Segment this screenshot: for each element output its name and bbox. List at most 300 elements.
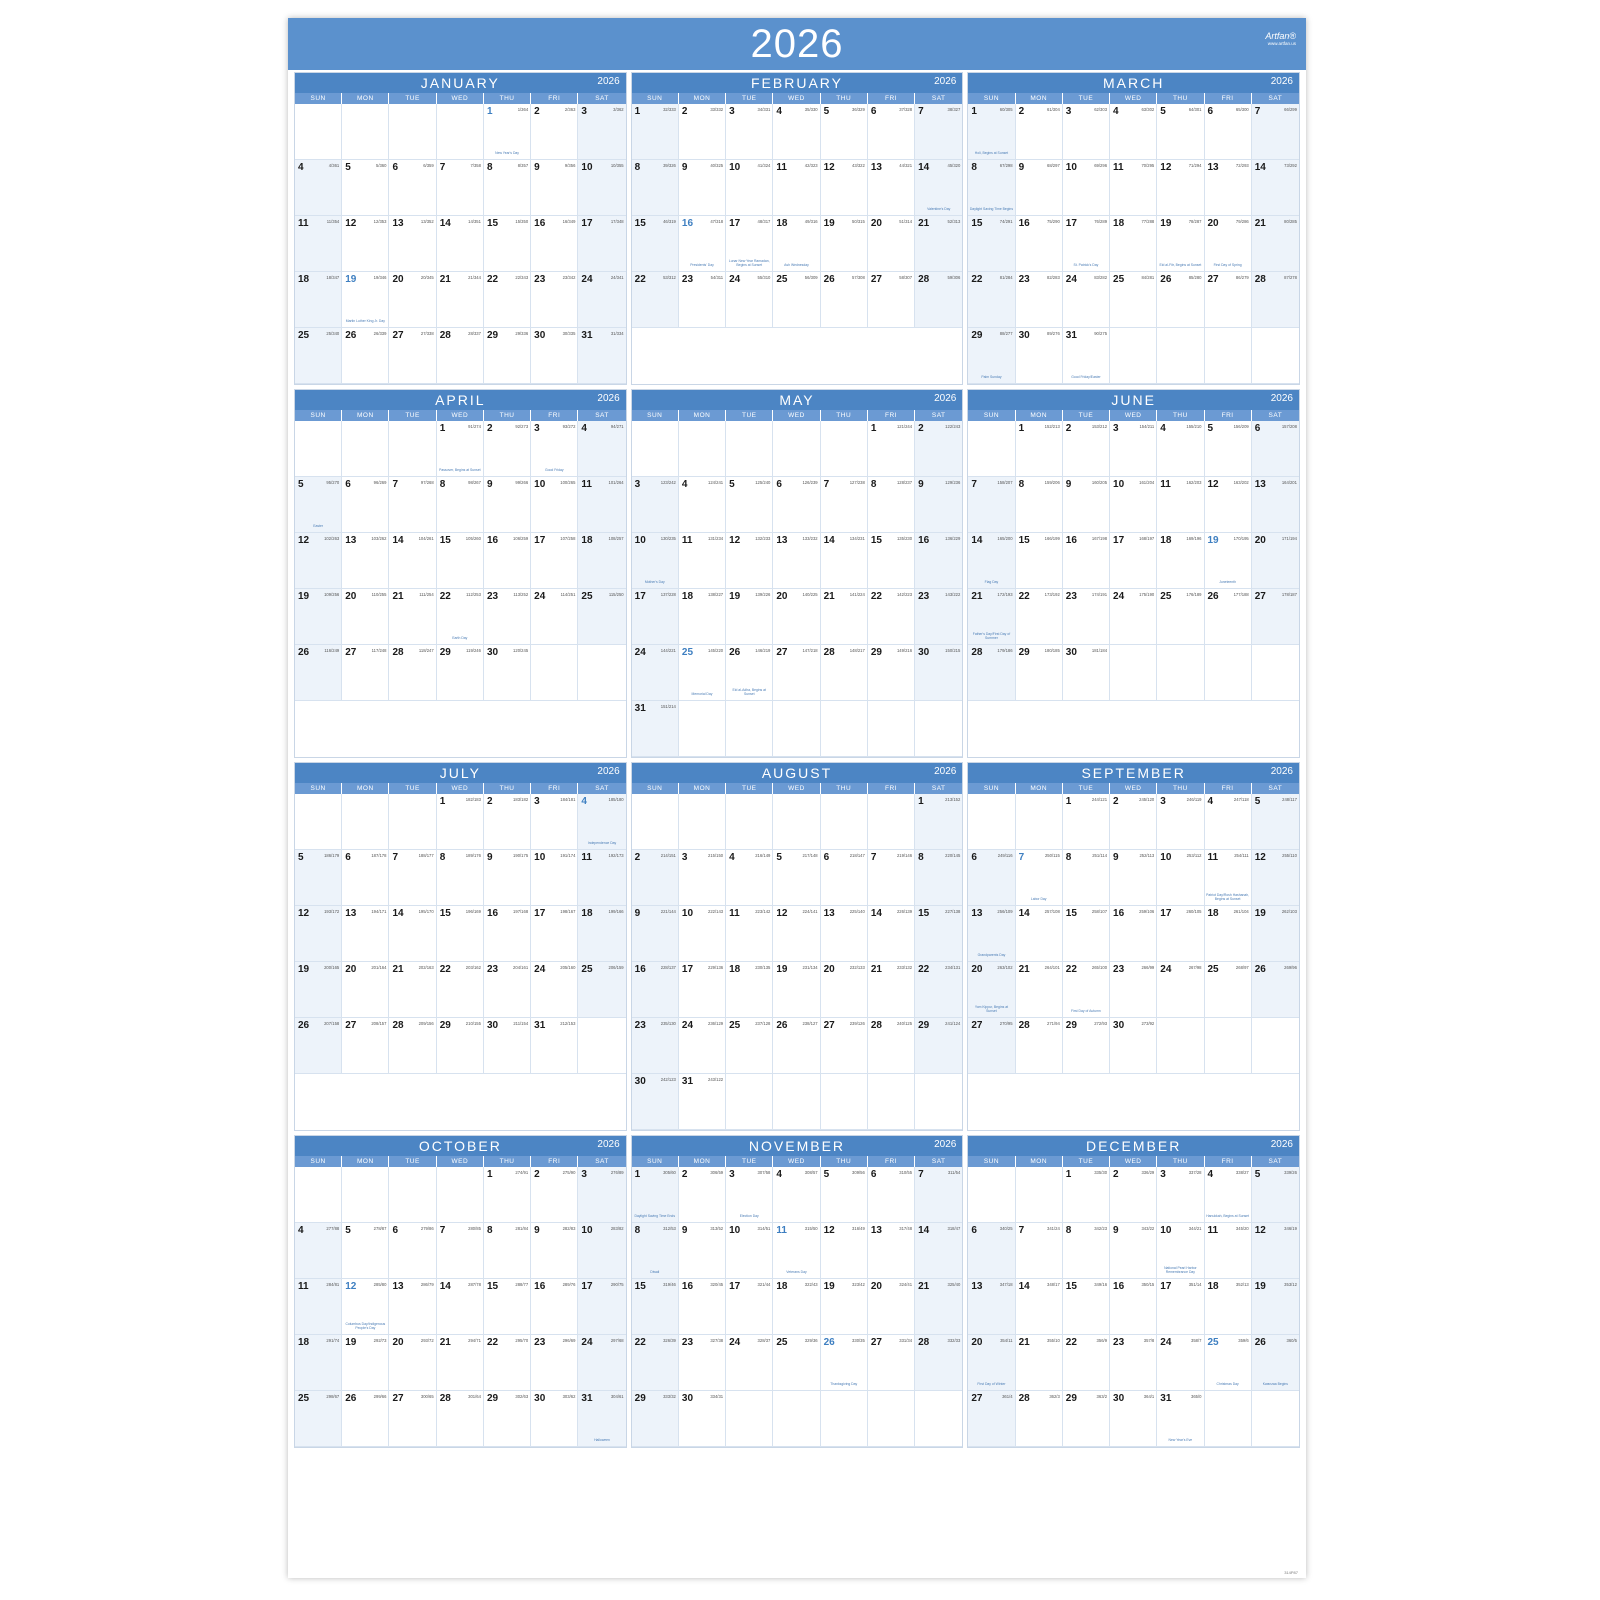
dow-sun: SUN [632,410,679,421]
julian-day: 5/360 [375,163,387,168]
day-number: 10 [534,479,546,490]
julian-day: 224/141 [802,909,818,914]
day-number: 14 [918,1225,930,1236]
day-cell [578,104,625,160]
julian-day: 201/164 [371,965,387,970]
day-number: 23 [634,1020,646,1031]
holiday-note: Good Friday/Easter [1071,374,1101,379]
day-number: 8 [1065,852,1072,863]
julian-day: 230/135 [755,965,771,970]
julian-day: 2/363 [564,107,576,112]
day-cell [578,533,625,589]
day-cell [868,477,915,533]
day-number: 5 [1160,106,1166,117]
day-cell [821,160,868,216]
dow-mon: MON [1016,93,1063,104]
day-cell [1110,216,1157,272]
day-of-week-header [295,783,626,794]
day-number: 10 [1065,162,1077,173]
julian-day: 196/169 [465,909,481,914]
julian-day: 131/234 [707,536,724,541]
julian-day: 318/47 [947,1226,961,1231]
day-number: 20 [971,1337,983,1348]
julian-day: 27/338 [420,331,434,336]
day-number: 16 [486,908,499,919]
day-number: 19 [1207,535,1219,546]
julian-day: 208/157 [371,1021,387,1026]
julian-day: 223/142 [755,909,771,914]
julian-day: 360/5 [1286,1338,1297,1343]
empty-cell [1252,328,1299,384]
day-cell [1063,1335,1110,1391]
day-number: 5 [345,1225,351,1236]
julian-day: 75/290 [1046,219,1060,224]
julian-day: 157/208 [1281,424,1297,429]
day-cell [821,216,868,272]
day-number: 5 [345,162,351,173]
julian-day: 194/171 [371,909,387,914]
day-cell [868,645,915,701]
day-cell [484,850,531,906]
day-number: 31 [534,1020,546,1031]
day-cell [915,272,962,328]
day-number: 21 [971,591,983,602]
dow-fri: FRI [868,783,915,794]
empty-cell [295,1167,342,1223]
day-number: 3 [729,106,735,117]
julian-day: 341/24 [1046,1226,1060,1231]
day-cell [531,962,578,1018]
day-cell [578,1167,625,1223]
day-number: 19 [345,1337,357,1348]
day-number: 11 [681,535,693,546]
julian-day: 49/316 [804,219,818,224]
day-number: 2 [534,1169,540,1180]
empty-cell [1157,645,1204,701]
holiday-note: Christmas Day [1216,1381,1239,1386]
dow-wed: WED [1110,93,1157,104]
day-cell [1016,906,1063,962]
dow-fri: FRI [531,93,578,104]
day-cell [968,1391,1015,1447]
day-number: 10 [581,1225,593,1236]
day-cell [295,1335,342,1391]
dow-fri: FRI [1205,93,1252,104]
julian-day: 255/110 [1282,853,1297,858]
dow-sun: SUN [632,783,679,794]
day-number: 5 [1207,423,1214,434]
empty-cell [342,104,389,160]
day-number: 19 [823,1281,835,1292]
day-cell [1110,850,1157,906]
day-cell [726,1223,773,1279]
julian-day: 87/278 [1284,275,1297,280]
day-cell [578,589,625,645]
day-number: 4 [581,796,587,807]
day-number: 17 [581,1281,593,1292]
day-cell [868,160,915,216]
day-number: 30 [1065,647,1077,658]
holiday-note: Independence Day [587,840,617,845]
day-cell [1063,104,1110,160]
day-cell [773,1223,820,1279]
day-cell [821,645,868,701]
month-name: JUNE [1111,392,1156,408]
day-cell [632,1074,679,1130]
day-cell [342,533,389,589]
julian-day: 82/283 [1046,275,1060,280]
julian-day: 138/227 [707,592,724,597]
julian-day: 185/180 [608,797,624,802]
day-cell [632,589,679,645]
day-number: 10 [1113,479,1125,490]
julian-day: 218/147 [849,853,865,858]
day-cell [342,589,389,645]
empty-cell [1016,1167,1063,1223]
holiday-note: Kwanzaa Begins [1262,1381,1288,1386]
julian-day: 270/95 [999,1021,1013,1026]
day-cell [773,962,820,1018]
day-cell [295,1223,342,1279]
empty-cell [968,421,1015,477]
month-block-october [294,1135,627,1448]
day-cell [632,906,679,962]
day-cell [679,104,726,160]
day-cell [773,104,820,160]
empty-cell [726,1074,773,1130]
dow-thu: THU [484,93,531,104]
day-cell [578,160,625,216]
julian-day: 289/76 [562,1282,576,1287]
day-number: 8 [486,162,493,173]
holiday-note: New Year's Eve [1168,1437,1193,1442]
day-cell [437,794,484,850]
julian-day: 132/233 [755,536,771,541]
day-number: 21 [392,591,404,602]
dow-sat: SAT [931,785,946,792]
day-number: 27 [971,1020,983,1031]
dow-sat: SAT [1268,412,1283,419]
empty-cell [679,701,726,757]
day-cell [484,645,531,701]
day-number: 5 [298,852,304,863]
day-cell [342,1279,389,1335]
month-days-grid [295,1167,626,1447]
day-number: 19 [298,964,310,975]
day-cell [1063,906,1110,962]
month-name: DECEMBER [1085,1138,1182,1154]
julian-day: 326/39 [663,1338,676,1343]
julian-day: 100/265 [560,480,576,485]
day-number: 30 [534,1393,546,1404]
day-cell [437,272,484,328]
holiday-note: Earth Day [452,635,468,640]
month-days-grid [968,421,1299,701]
day-number: 1 [634,106,641,117]
julian-day: 28/337 [468,331,481,336]
day-cell [915,1335,962,1391]
day-number: 11 [729,908,740,919]
day-cell [679,1279,726,1335]
month-header [295,763,626,783]
julian-day: 221/144 [660,909,676,914]
day-number: 25 [581,964,593,975]
julian-day: 173/192 [1044,592,1060,597]
day-cell [1110,1167,1157,1223]
day-number: 31 [681,1076,694,1087]
day-number: 9 [1018,162,1025,173]
day-number: 13 [971,908,983,919]
julian-day: 256/109 [997,909,1013,914]
day-number: 22 [971,274,983,285]
day-cell [1016,477,1063,533]
day-number: 11 [1207,1225,1219,1236]
julian-day: 261/104 [1233,909,1249,914]
month-year: 2026 [597,1139,620,1150]
day-number: 17 [534,908,546,919]
day-cell [437,645,484,701]
day-cell [484,160,531,216]
dow-tue: TUE [389,410,436,421]
day-number: 16 [1113,1281,1125,1292]
dow-fri: FRI [868,93,915,104]
empty-cell [868,701,915,757]
day-cell [389,1335,436,1391]
julian-day: 183/182 [513,797,529,802]
julian-day: 103/262 [371,536,387,541]
day-cell [437,850,484,906]
day-cell [342,850,389,906]
empty-cell [726,794,773,850]
day-cell [1016,1279,1063,1335]
day-of-week-header [968,783,1299,794]
holiday-note: Halloween [594,1437,610,1442]
day-cell [1252,1279,1299,1335]
julian-day: 109/256 [324,592,340,597]
day-number: 10 [729,1225,741,1236]
day-cell [915,794,962,850]
day-number: 18 [298,1337,310,1348]
day-number: 25 [776,1337,788,1348]
day-number: 16 [1113,908,1125,919]
empty-cell [1252,1018,1299,1074]
dow-sun: SUN [632,1156,679,1167]
day-cell [1063,1167,1110,1223]
julian-day: 212/153 [560,1021,576,1026]
julian-day: 197/168 [513,909,529,914]
day-number: 26 [1207,591,1219,602]
day-number: 9 [534,162,540,173]
julian-day: 59/306 [947,275,961,280]
day-number: 4 [681,479,688,490]
julian-day: 264/101 [1044,965,1060,970]
julian-day: 165/200 [997,536,1013,541]
day-cell [342,1335,389,1391]
holiday-note: Presidents' Day [690,262,714,267]
day-cell [1110,906,1157,962]
day-cell [1063,216,1110,272]
julian-day: 190/175 [513,853,529,858]
day-number: 10 [581,162,593,173]
day-cell [726,160,773,216]
holiday-note: Flag Day [984,579,999,584]
julian-day: 217/148 [802,853,818,858]
empty-cell [821,794,868,850]
day-cell [1205,272,1252,328]
holiday-note: Juneteenth [1219,579,1236,584]
day-number: 21 [870,964,882,975]
day-cell [1063,962,1110,1018]
month-block-november [631,1135,964,1448]
holiday-note: Election Day [739,1213,759,1218]
julian-day: 263/102 [997,965,1013,970]
holiday-note: Palm Sunday [981,374,1002,379]
day-cell [389,160,436,216]
julian-day: 364/1 [1143,1394,1155,1399]
day-number: 31 [1065,330,1077,341]
julian-day: 45/320 [947,163,961,168]
day-cell [1110,1391,1157,1447]
empty-cell [295,794,342,850]
day-number: 30 [486,647,499,658]
holiday-note: Thanksgiving Day [830,1381,858,1386]
julian-day: 336/29 [1141,1170,1155,1175]
julian-day: 239/126 [849,1021,865,1026]
julian-day: 352/13 [1235,1282,1249,1287]
julian-day: 19/346 [373,275,387,280]
dow-sun: SUN [295,1156,342,1167]
day-cell [915,104,962,160]
day-number: 11 [581,852,592,863]
julian-day: 120/245 [513,648,529,653]
julian-day: 222/143 [707,909,724,914]
day-number: 13 [1207,162,1219,173]
julian-day: 58/307 [899,275,913,280]
month-days-grid [295,794,626,1074]
day-number: 20 [1207,218,1219,229]
day-number: 28 [439,1393,451,1404]
day-cell [531,216,578,272]
julian-day: 55/310 [757,275,771,280]
day-number: 12 [298,535,310,546]
day-cell [1016,645,1063,701]
julian-day: 294/71 [468,1338,481,1343]
julian-day: 25/340 [326,331,340,336]
day-number: 14 [439,218,451,229]
day-number: 9 [681,162,688,173]
month-year: 2026 [934,1139,957,1150]
day-cell [578,328,625,384]
empty-cell [437,1167,484,1223]
month-name: AUGUST [761,765,833,781]
day-cell [531,272,578,328]
dow-wed: WED [437,410,484,421]
julian-day: 84/281 [1141,275,1155,280]
empty-cell [1205,1391,1252,1447]
day-number: 1 [918,796,924,807]
dow-wed: WED [1110,783,1157,794]
day-cell [1110,1335,1157,1391]
julian-day: 193/172 [324,909,340,914]
holiday-note: First Day of Autumn [1071,1008,1101,1013]
julian-day: 282/83 [562,1226,576,1231]
day-number: 15 [486,218,499,229]
day-number: 12 [729,535,741,546]
day-number: 13 [971,1281,983,1292]
day-number: 16 [1065,535,1077,546]
day-number: 27 [1207,274,1219,285]
day-number: 24 [1160,1337,1172,1348]
day-cell [773,850,820,906]
day-cell [968,962,1015,1018]
brand-name: Artfan® [1265,31,1296,41]
day-number: 27 [1254,591,1266,602]
julian-day: 216/149 [755,853,771,858]
day-number: 2 [918,423,924,434]
day-number: 26 [1160,274,1172,285]
day-number: 11 [1160,479,1171,490]
day-number: 14 [392,908,404,919]
julian-day: 90/275 [1094,331,1108,336]
day-cell [968,328,1015,384]
julian-day: 283/82 [610,1226,624,1231]
julian-day: 322/43 [804,1282,818,1287]
wall-calendar-poster [288,18,1306,1578]
day-number: 7 [823,479,830,490]
day-cell [632,701,679,757]
month-block-december [967,1135,1300,1448]
julian-day: 68/297 [1046,163,1060,168]
empty-cell [773,701,820,757]
day-number: 23 [1113,964,1125,975]
day-number: 4 [1207,1169,1214,1180]
day-number: 17 [1065,218,1077,229]
day-cell [1157,1223,1204,1279]
day-cell [437,1335,484,1391]
day-cell [1157,477,1204,533]
day-number: 15 [918,908,930,919]
day-cell [1252,906,1299,962]
julian-day: 148/217 [849,648,865,653]
day-number: 8 [439,479,446,490]
day-number: 15 [1018,535,1030,546]
julian-day: 363/2 [1096,1394,1108,1399]
julian-day: 308/57 [804,1170,818,1175]
day-cell [1016,1335,1063,1391]
day-number: 6 [1207,106,1214,117]
day-number: 27 [392,330,404,341]
day-number: 12 [1160,162,1172,173]
day-number: 29 [439,1020,451,1031]
julian-day: 297/68 [610,1338,624,1343]
julian-day: 92/273 [515,424,529,429]
day-cell [1252,216,1299,272]
day-cell [632,272,679,328]
day-number: 1 [870,423,877,434]
day-cell [679,477,726,533]
day-number: 23 [1065,591,1077,602]
dow-mon: MON [342,410,389,421]
julian-day: 249/116 [997,853,1013,858]
day-number: 14 [870,908,882,919]
day-cell [1110,477,1157,533]
julian-day: 258/107 [1091,909,1108,914]
day-number: 26 [345,1393,357,1404]
day-cell [578,216,625,272]
day-cell [868,1279,915,1335]
day-of-week-header [295,93,626,104]
day-number: 25 [729,1020,741,1031]
